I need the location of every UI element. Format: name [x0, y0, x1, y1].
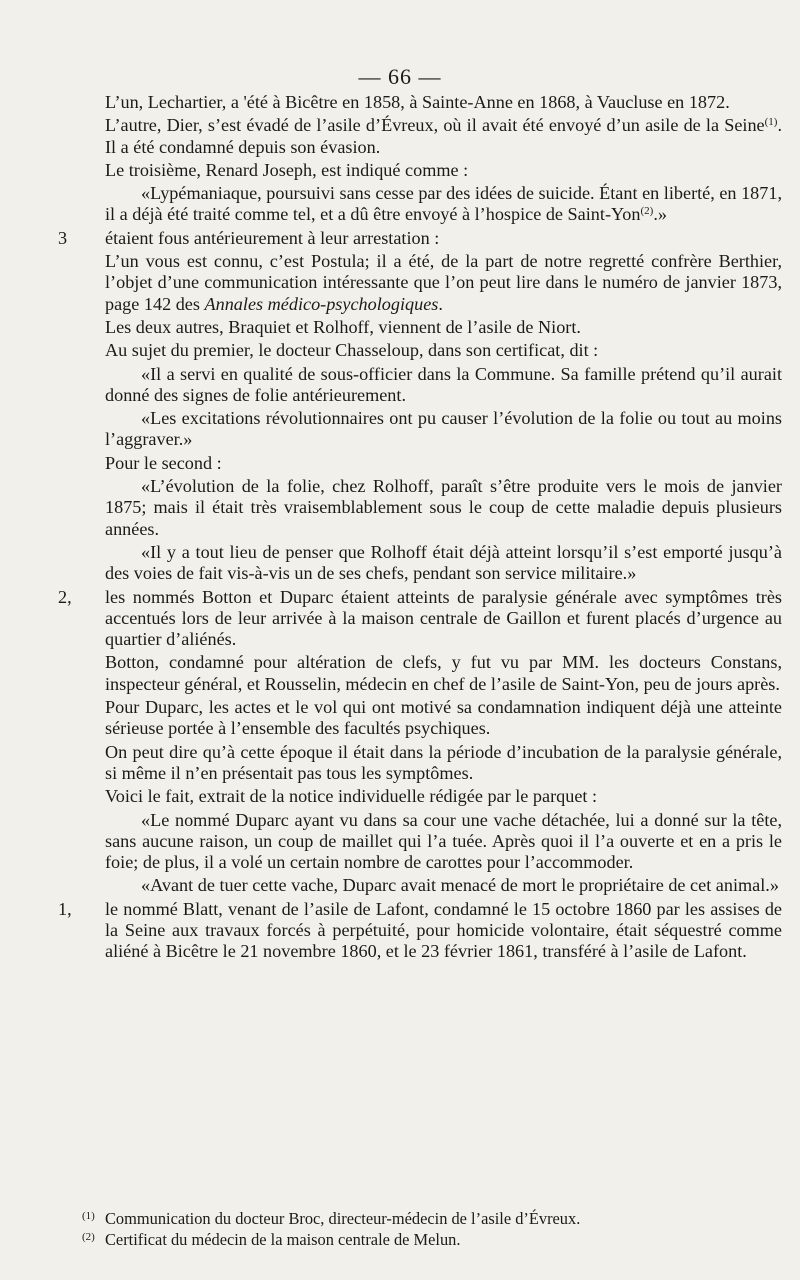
footnote-2 [0, 1230, 800, 1251]
numbered-item-3 [0, 228, 800, 249]
page-body [0, 92, 800, 965]
paragraph-incubation: On peut dire qu’à cette époque il était dans la période d’incubation de la paralysie générale, si même il n’en présentait pas tous les symptômes. [105, 741, 782, 783]
item-number: 3 [58, 227, 68, 248]
numbered-item-1 [0, 899, 800, 963]
footnote-text: Communication du docteur Broc, directeur-médecin de l’asile d’Évreux. [105, 1209, 581, 1228]
paragraph-dier [0, 115, 800, 158]
page-number: — 66 — [358, 64, 442, 89]
paragraph-postula-tail: . [438, 293, 443, 314]
footnote-mark: (2) [82, 1230, 95, 1243]
item-text: le nommé Blatt, venant de l’asile de Lafont, condamné le 15 octobre 1860 par les assises de la Seine aux travaux forcés à perpétuité, pour homicide volontaire, était séquestré comme aliéné à Bicêtre le 21 novembre 1860, et le 23 février 1861, transféré à l’asile de Lafont. [105, 898, 782, 962]
footnotes [0, 1209, 800, 1250]
paragraph-renard: Le troisième, Renard Joseph, est indiqué comme : [105, 159, 469, 180]
quote-renard-text: «Lypémaniaque, poursuivi sans cesse par des idées de suicide. Étant en liberté, en 1871, il a déjà été traité comme tel, et a dû être envoyé à l’hospice de Saint-Yon [105, 183, 782, 225]
quote-duparc-2: «Avant de tuer cette vache, Duparc avait menacé de mort le propriétaire de cet animal.» [141, 875, 779, 896]
footnote-ref-2: (2) [640, 205, 654, 218]
paragraph-duparc: Pour Duparc, les actes et le vol qui ont motivé sa condamnation indiquent déjà une atteinte sérieuse portée à l’ensemble des facultés psychiques. [105, 697, 782, 739]
footnote-ref-1: (1) [764, 116, 778, 129]
paragraph-chasseloup: Au sujet du premier, le docteur Chasseloup, dans son certificat, dit : [105, 340, 599, 361]
paragraph-dier-text: L’autre, Dier, s’est évadé de l’asile d’Évreux, où il avait été envoyé d’un asile de la Seine [105, 115, 765, 136]
paragraph-niort: Les deux autres, Braquiet et Rolhoff, viennent de l’asile de Niort. [105, 316, 581, 337]
paragraph-postula-text: L’un vous est connu, c’est Postula; il a été, de la part de notre regretté confrère Berthier, l’objet d’une communication intéressante que l’on peut lire dans le numéro de janvier 1873, page 142 des [105, 251, 782, 314]
quote-braquiet-1: «Il a servi en qualité de sous-officier dans la Commune. Sa famille prétend qu’il aurait donné des signes de folie antérieurement. [105, 363, 782, 405]
footnote-mark: (1) [82, 1210, 95, 1222]
item-text: les nommés Botton et Duparc étaient atteints de paralysie générale avec symptômes très accentués lors de leur arrivée à la maison centrale de Gaillon et furent placés d’urgence au quartier d’aliénés. [105, 586, 782, 650]
paragraph-botton: Botton, condamné pour altération de clefs, y fut vu par MM. les docteurs Constans, inspecteur général, et Rousselin, médecin en chef de l’asile de Saint-Yon, peu de jours après. [105, 652, 782, 694]
paragraph-second: Pour le second : [105, 452, 222, 473]
journal-title: Annales médico-psychologiques [204, 293, 439, 314]
paragraph-fait: Voici le fait, extrait de la notice individuelle rédigée par le parquet : [105, 786, 598, 807]
quote-renard-tail: .» [653, 204, 667, 225]
item-number: 1, [58, 898, 72, 919]
quote-rolhoff-1: «L’évolution de la folie, chez Rolhoff, paraît s’être produite vers le mois de janvier 1875; mais il était très vraisemblablement sous le coup de cette maladie depuis plusieurs années. [105, 476, 782, 539]
quote-braquiet-2: «Les excitations révolutionnaires ont pu causer l’évolution de la folie ou tout au moins l’aggraver.» [105, 408, 782, 450]
footnote-1 [0, 1209, 800, 1230]
item-text: étaient fous antérieurement à leur arrestation : [105, 227, 440, 248]
paragraph-dier-tail: . Il a été condamné depuis son évasion. [105, 115, 782, 157]
quote-duparc-1: «Le nommé Duparc ayant vu dans sa cour une vache détachée, lui a donné sur la tête, sans aucune raison, un coup de maillet qui l’a tuée. Après quoi il l’a ouverte et en a pris le foie; de plus, il a volé un certain nombre de carottes pour l’accommoder. [105, 809, 782, 873]
paragraph-lechartier: L’un, Lechartier, a 'été à Bicêtre en 1858, à Sainte-Anne en 1868, à Vaucluse en 1872. [105, 92, 730, 112]
quote-renard [0, 183, 800, 226]
footnote-text: Certificat du médecin de la maison centrale de Melun. [105, 1229, 461, 1249]
quote-rolhoff-2: «Il y a tout lieu de penser que Rolhoff était déjà atteint lorsqu’il s’est emporté jusqu’à des voies de fait vis-à-vis un de ses chefs, pendant son service militaire.» [105, 541, 782, 584]
item-number: 2, [58, 586, 72, 607]
numbered-item-2 [0, 587, 800, 651]
paragraph-postula [0, 251, 800, 315]
